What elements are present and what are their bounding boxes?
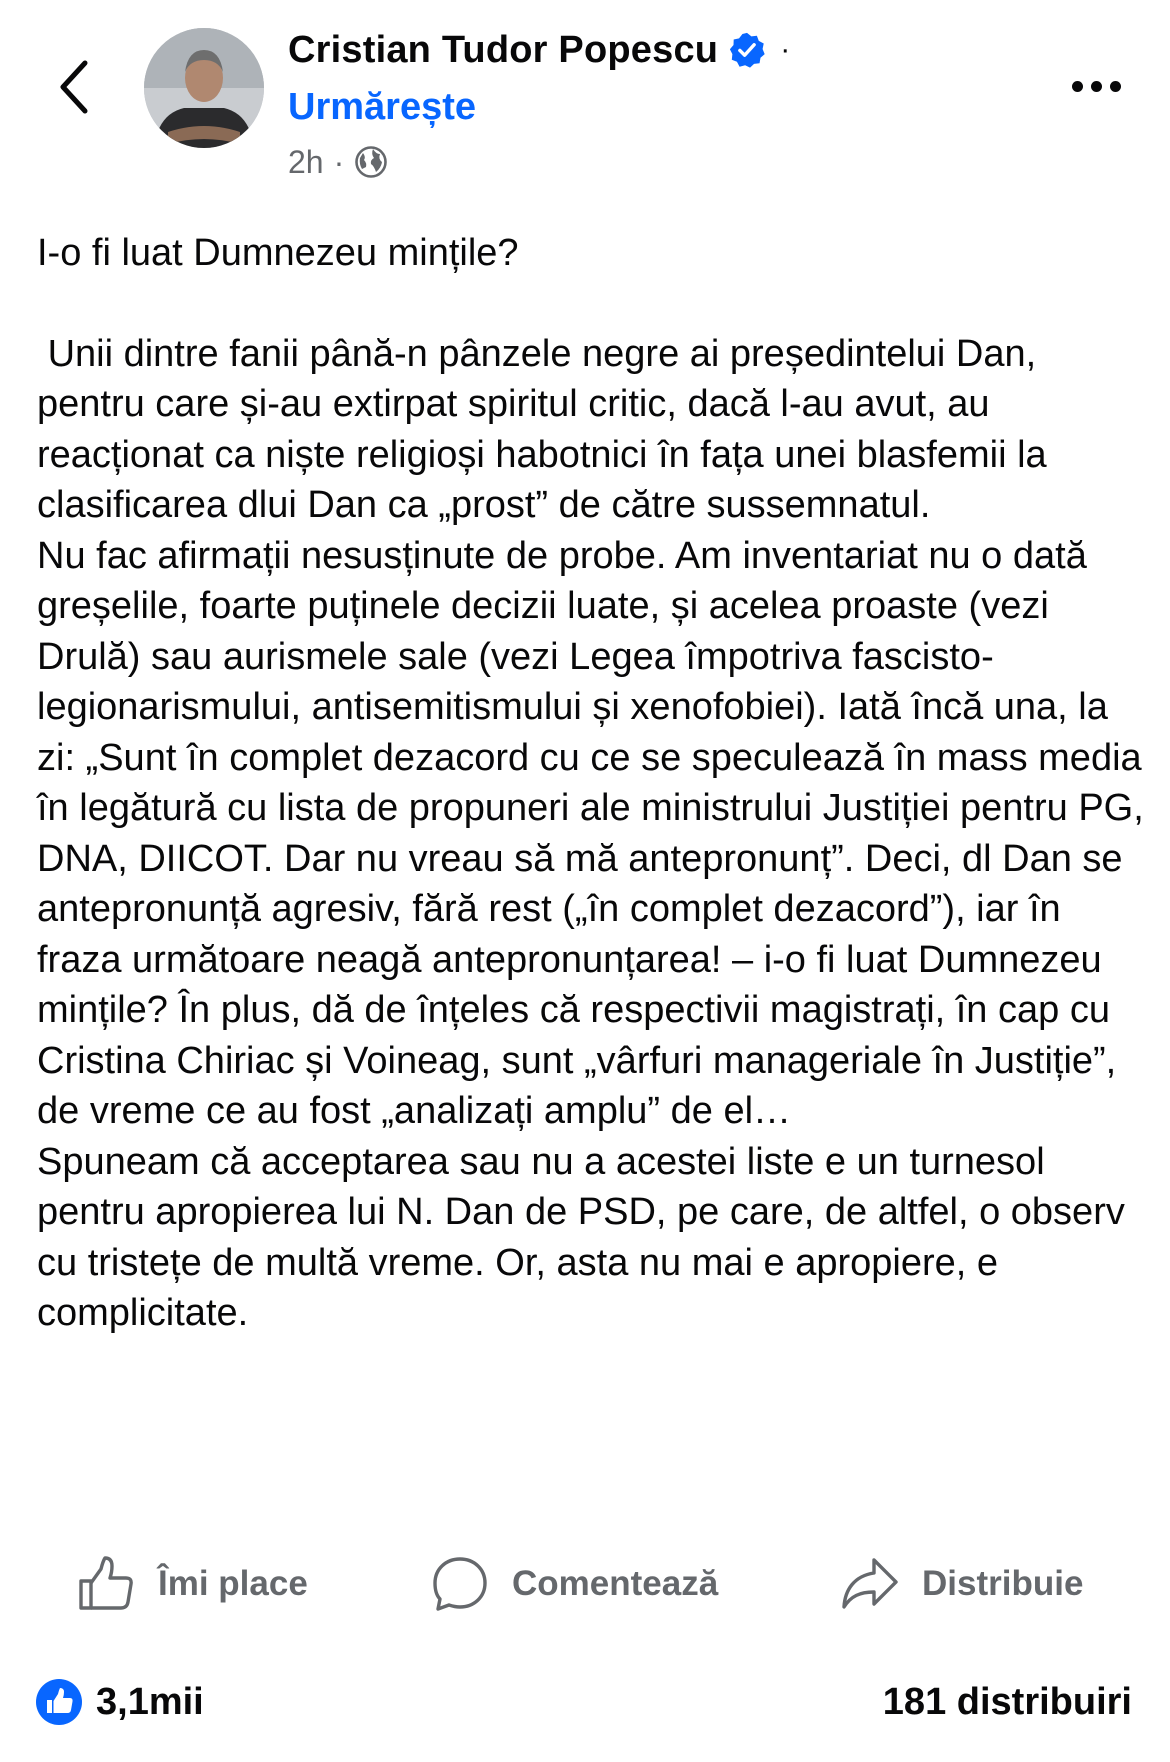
back-button[interactable] bbox=[48, 52, 98, 122]
comment-button[interactable] bbox=[430, 1548, 718, 1620]
post-body: Unii dintre fanii până-n pânzele negre ai președintelui Dan, pentru care și-au extirpat spiritul critic, dacă l-au avut, au reacționat ca niște religioși habotnici în fața unei blasfemii la clasificarea dlui Dan ca „prost” de către sussemnatul. Nu fac afirmații nesusținute de probe. Am inventariat nu o dată greșelile, foarte puținele decizii luate, și acelea proaste (vezi Drulă) sau aurismele sale (vezi Legea împotriva fascisto-legionarismului, antisemitismului și xenofobiei). Iată încă una, la zi: „Sunt în complet dezacord cu ce se speculează în mass media în legătură cu lista de propuneri ale ministrului Justiției pentru PG, DNA, DIICOT. Dar nu vreau să mă antepronunț”. Deci, dl Dan se antepronunță agresiv, fără rest („în complet dezacord”), iar în fraza următoare neagă antepronunțarea! – i-o fi luat Dumnezeu mințile? În plus, dă de înțeles că respectivii magistrați, în cap cu Cristina Chiriac și Voineag, sunt „vârfuri manageriale în Justiție”, de vreme ce au fost „analizați amplu” de el… Spuneam că acceptarea sau nu a acestei liste e un turnesol pentru apropierea lui N. Dan de PSD, pe care, de altfel, o observ cu tristețe de multă vreme. Or, asta nu mai e apropiere, e complicitate. bbox=[37, 332, 1144, 1334]
post-header bbox=[0, 0, 1170, 200]
comment-label: Comentează bbox=[512, 1564, 719, 1603]
thumbs-up-icon bbox=[76, 1554, 136, 1614]
share-button[interactable] bbox=[840, 1548, 1083, 1620]
more-options-button[interactable] bbox=[1060, 66, 1132, 106]
avatar-image bbox=[144, 28, 264, 148]
more-icon bbox=[1072, 81, 1083, 92]
chevron-left-icon bbox=[55, 57, 91, 117]
like-reaction-icon bbox=[36, 1679, 82, 1725]
post-title: I-o fi luat Dumnezeu mințile? bbox=[37, 232, 519, 274]
author-row bbox=[288, 22, 790, 78]
reactions-summary bbox=[0, 1672, 1170, 1732]
meta-separator: · bbox=[333, 143, 345, 180]
more-icon bbox=[1091, 81, 1102, 92]
more-icon bbox=[1110, 81, 1121, 92]
share-label: Distribuie bbox=[922, 1564, 1084, 1603]
like-label: Îmi place bbox=[158, 1564, 308, 1603]
reactions-count[interactable] bbox=[36, 1672, 204, 1732]
avatar[interactable] bbox=[144, 28, 264, 148]
action-bar bbox=[0, 1548, 1170, 1620]
comment-bubble-icon bbox=[430, 1554, 490, 1614]
verified-badge-icon bbox=[728, 31, 766, 69]
post-time[interactable]: 2h bbox=[288, 143, 324, 180]
likes-count: 3,1mii bbox=[96, 1680, 204, 1723]
post-meta bbox=[288, 142, 388, 182]
post-text bbox=[37, 228, 1147, 1339]
name-separator: · bbox=[780, 33, 791, 66]
globe-icon[interactable] bbox=[354, 145, 388, 179]
share-arrow-icon bbox=[840, 1554, 900, 1614]
shares-count[interactable]: 181 distribuiri bbox=[882, 1680, 1132, 1723]
follow-button[interactable]: Urmărește bbox=[288, 86, 476, 128]
author-name[interactable]: Cristian Tudor Popescu bbox=[288, 28, 719, 71]
like-button[interactable] bbox=[76, 1548, 308, 1620]
